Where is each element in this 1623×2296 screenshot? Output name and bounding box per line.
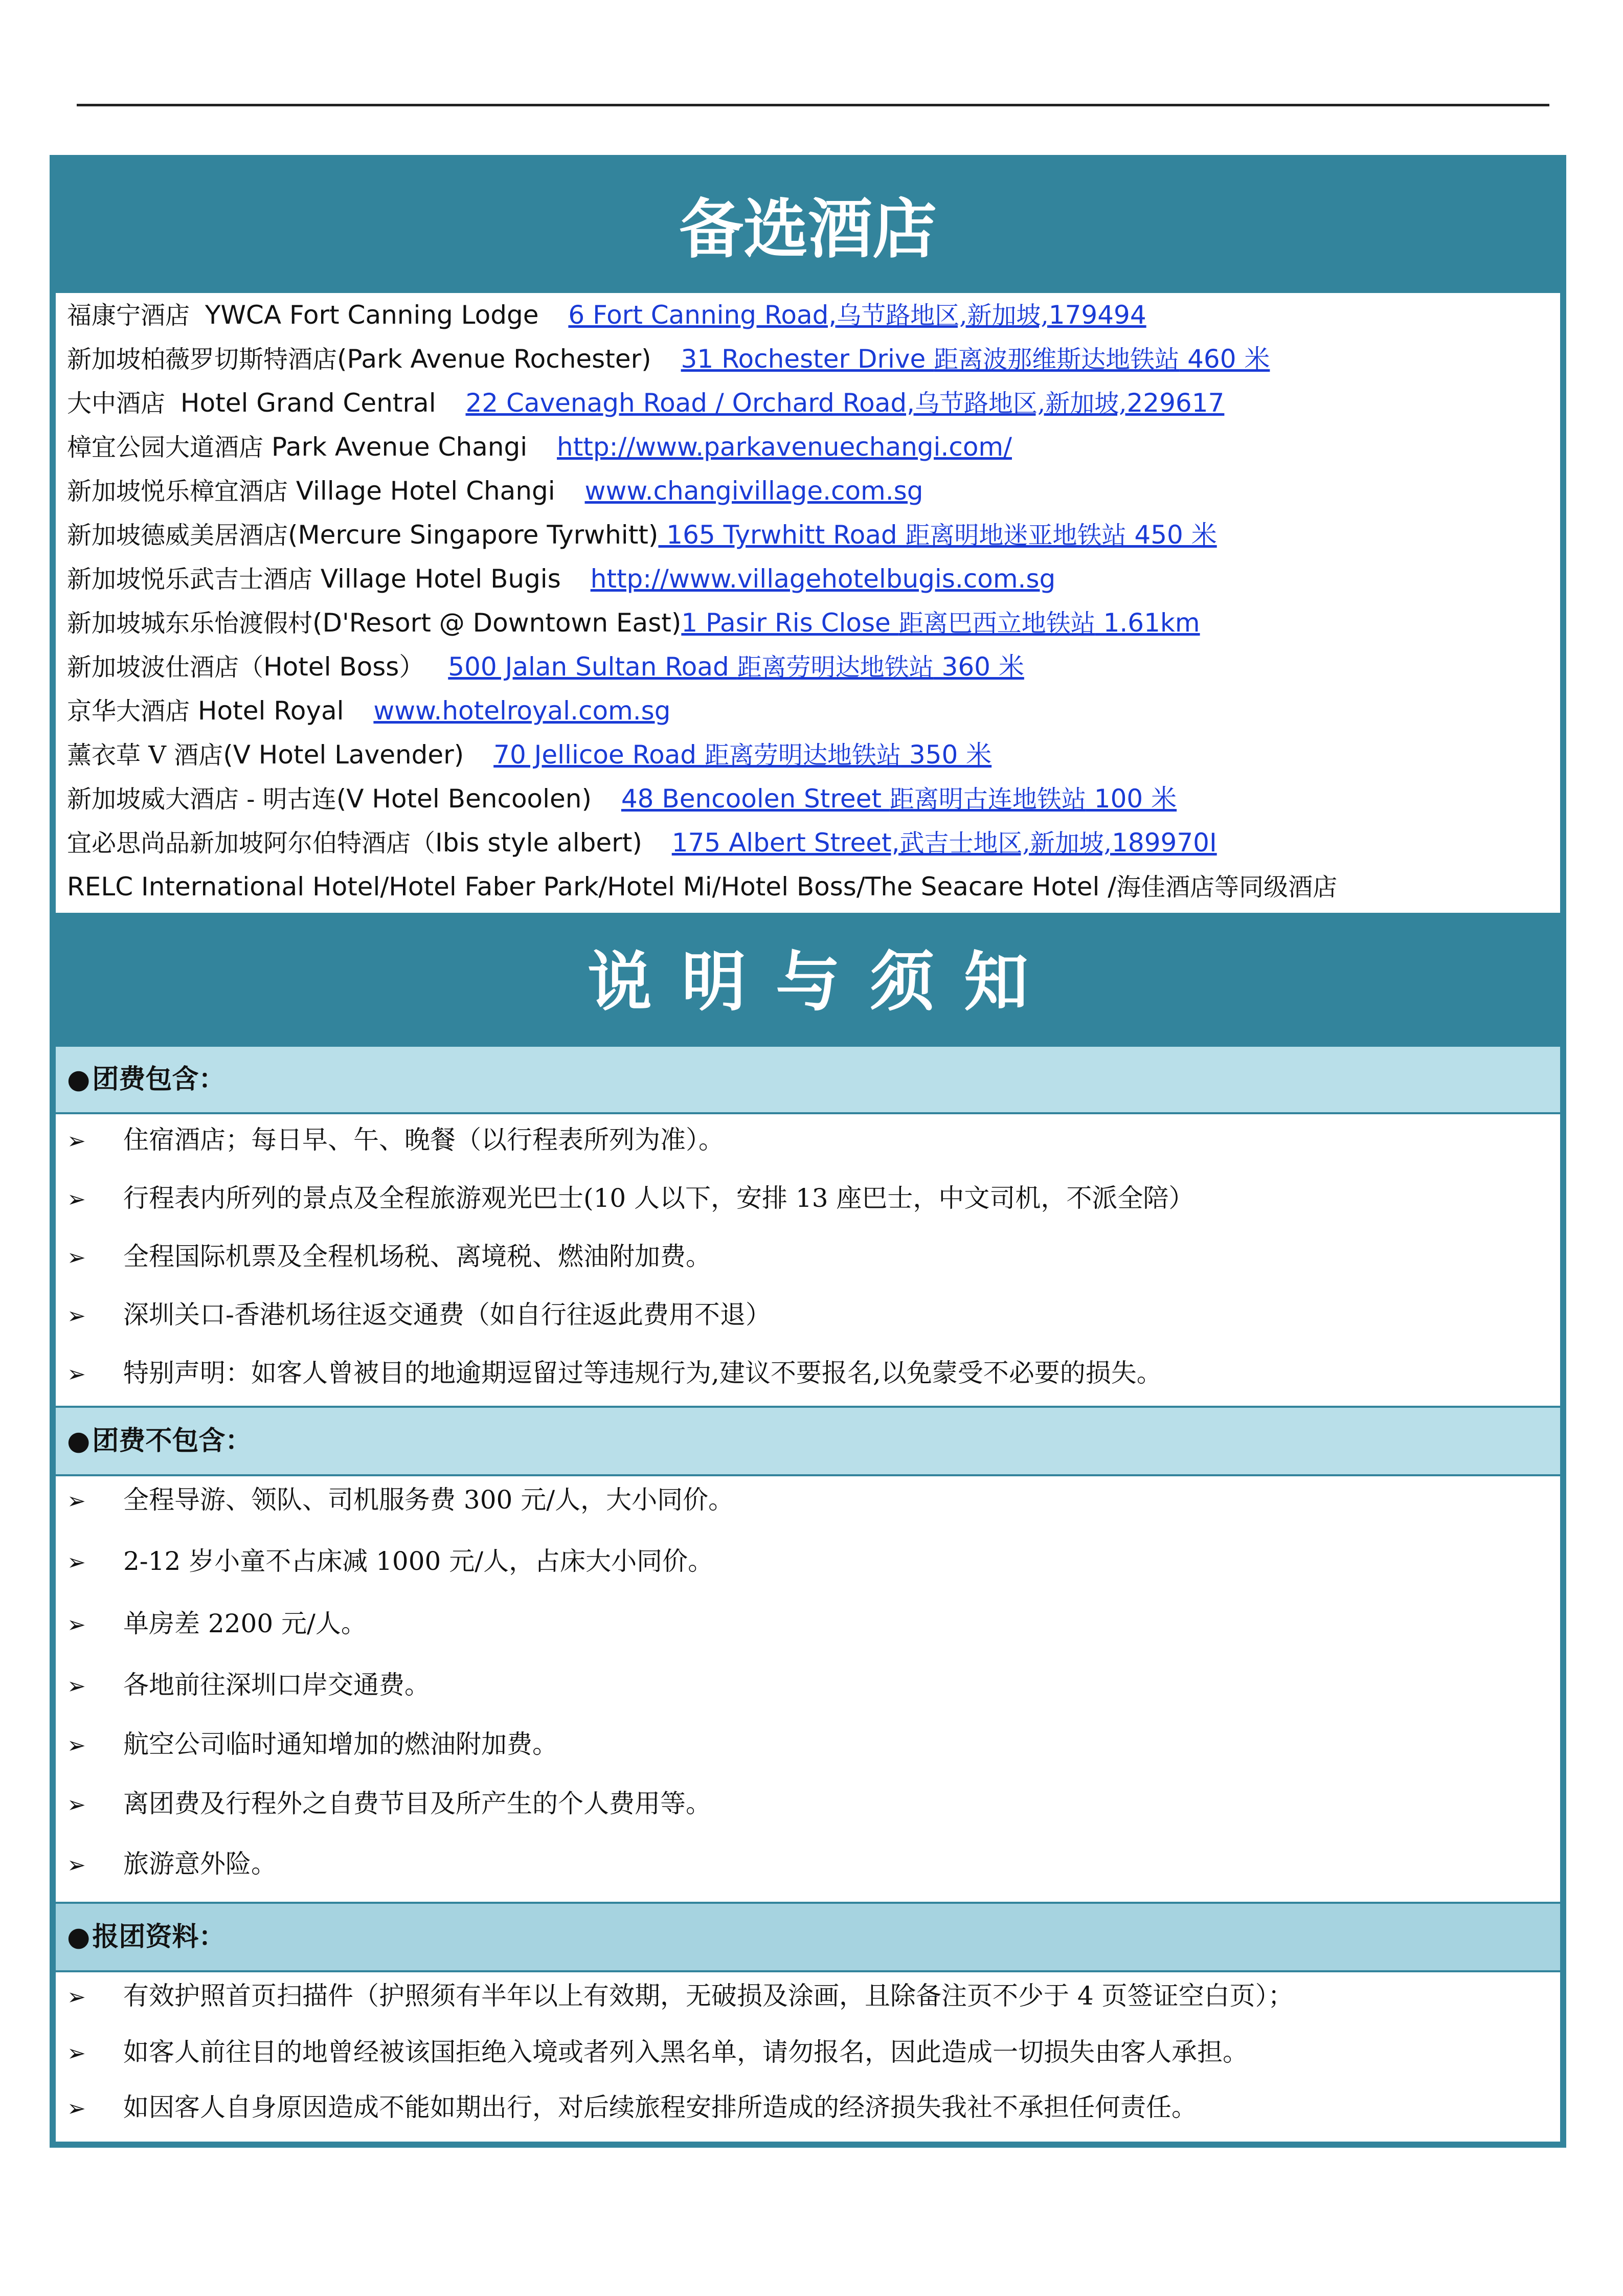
- hotel-link[interactable]: 70 Jellicoe Road 距离劳明达地铁站 350 米: [493, 740, 992, 770]
- arrow-bullet-icon: ➢: [67, 1245, 86, 1271]
- arrow-bullet-icon: ➢: [67, 1488, 86, 1514]
- hotel-name-en: (Park Avenue Rochester): [337, 344, 651, 374]
- hotel-name-cn: 宜必思尚品新加坡阿尔伯特酒店（: [67, 829, 436, 858]
- list-item: ➢ 深圳关口-香港机场往返交通费（如自行往返此费用不退）: [67, 1294, 771, 1335]
- hotel-row: [67, 513, 1217, 557]
- dot-icon: ●: [67, 1426, 91, 1456]
- arrow-bullet-icon: ➢: [67, 1549, 86, 1575]
- hotel-link[interactable]: http://www.parkavenuechangi.com/: [557, 432, 1012, 462]
- hotel-link[interactable]: 1 Pasir Ris Close 距离巴西立地铁站 1.61km: [681, 608, 1200, 638]
- hotel-link[interactable]: http://www.villagehotelbugis.com.sg: [590, 564, 1056, 594]
- hotel-name-en: YWCA Fort Canning Lodge: [205, 300, 539, 330]
- hotel-row: [67, 689, 670, 733]
- hotel-name-en: Park Avenue Changi: [271, 432, 528, 462]
- itinerary-frame: [50, 155, 1566, 2148]
- list-item: ➢ 有效护照首页扫描件（护照须有半年以上有效期，无破损及涂画，且除备注页不少于 4 页签证空白页）；: [67, 1975, 1294, 2016]
- hotel-name-cn: 樟宜公园大道酒店: [67, 433, 264, 462]
- hotel-link[interactable]: 22 Cavenagh Road / Orchard Road,乌节路地区,新加坡,229617: [465, 388, 1225, 418]
- hotel-name-cn: 新加坡威大酒店 - 明古连: [67, 785, 336, 814]
- hotel-name-en: Ibis style albert): [435, 828, 642, 858]
- notes-title: 说明与须知: [588, 944, 1058, 1020]
- hotel-row: [67, 733, 991, 777]
- hotel-name-cn: 新加坡柏薇罗切斯特酒店: [67, 345, 337, 374]
- arrow-bullet-icon: ➢: [67, 1361, 86, 1387]
- list-item: ➢ 全程国际机票及全程机场税、离境税、燃油附加费。: [67, 1236, 711, 1277]
- dot-icon: ●: [67, 1922, 91, 1952]
- list-item: ➢ 单房差 2200 元/人。: [67, 1603, 367, 1644]
- arrow-bullet-icon: ➢: [67, 1128, 86, 1154]
- hotel-link[interactable]: www.changivillage.com.sg: [584, 476, 923, 506]
- arrow-bullet-icon: ➢: [67, 1732, 86, 1759]
- hotel-name-en: (V Hotel Lavender): [223, 740, 464, 770]
- hotel-link[interactable]: www.hotelroyal.com.sg: [373, 696, 671, 726]
- hotel-footer-note: [67, 865, 1337, 909]
- arrow-bullet-icon: ➢: [67, 1984, 86, 2010]
- arrow-bullet-icon: ➢: [67, 1792, 86, 1818]
- hotel-row: [67, 601, 1200, 645]
- hotel-name-en: Hotel Boss）: [263, 652, 425, 682]
- hotel-name-en: (D'Resort @ Downtown East): [312, 608, 682, 638]
- header-rule: [77, 104, 1549, 106]
- arrow-bullet-icon: ➢: [67, 2096, 86, 2122]
- hotel-link[interactable]: 165 Tyrwhitt Road 距离明地迷亚地铁站 450 米: [658, 520, 1217, 550]
- list-item: ➢ 全程导游、领队、司机服务费 300 元/人，大小同价。: [67, 1479, 734, 1520]
- arrow-bullet-icon: ➢: [67, 1852, 86, 1878]
- list-item: ➢ 住宿酒店；每日早、午、晚餐（以行程表所列为准）。: [67, 1119, 724, 1160]
- arrow-bullet-icon: ➢: [67, 1303, 86, 1329]
- hotel-name-cn: 新加坡波仕酒店（: [67, 653, 264, 682]
- hotel-link[interactable]: 48 Bencoolen Street 距离明古连地铁站 100 米: [621, 784, 1177, 814]
- hotel-link[interactable]: 500 Jalan Sultan Road 距离劳明达地铁站 360 米: [448, 652, 1024, 682]
- arrow-bullet-icon: ➢: [67, 2040, 86, 2066]
- notes-panel: [56, 1045, 1560, 2142]
- arrow-bullet-icon: ➢: [67, 1612, 86, 1638]
- hotel-name-cn: 新加坡悦乐樟宜酒店: [67, 477, 288, 506]
- excluded-heading: ●团费不包含：: [56, 1406, 1560, 1476]
- hotel-row: [67, 293, 1146, 337]
- hotel-name-cn: 大中酒店: [67, 389, 166, 418]
- list-item: ➢ 特别声明：如客人曾被目的地逾期逗留过等违规行为,建议不要报名,以免蒙受不必要的损失。: [67, 1353, 1162, 1393]
- hotel-name-cn: 京华大酒店: [67, 697, 190, 726]
- included-heading: ●团费包含：: [56, 1045, 1560, 1114]
- hotel-row: [67, 425, 1012, 469]
- hotel-name-cn: 新加坡德威美居酒店: [67, 521, 288, 550]
- hotel-row: [67, 777, 1177, 821]
- hotel-row: [67, 381, 1224, 425]
- list-item: ➢ 如因客人自身原因造成不能如期出行，对后续旅程安排所造成的经济损失我社不承担任何责任。: [67, 2087, 1197, 2128]
- hotels-title: 备选酒店: [679, 191, 937, 267]
- hotel-name-en: Village Hotel Bugis: [320, 564, 561, 594]
- list-item: ➢ 如客人前往目的地曾经被该国拒绝入境或者列入黑名单，请勿报名，因此造成一切损失由客人承担。: [67, 2032, 1248, 2073]
- hotel-footer-en: RELC International Hotel/Hotel Faber Park/Hotel Mi/Hotel Boss/The Seacare Hotel /: [67, 872, 1117, 902]
- hotel-name-cn: 薰衣草 V 酒店: [67, 741, 223, 770]
- dot-icon: ●: [67, 1064, 91, 1095]
- list-item: ➢ 2-12 岁小童不占床减 1000 元/人，占床大小同价。: [67, 1541, 713, 1582]
- hotel-name-cn: 福康宁酒店: [67, 301, 190, 330]
- hotel-row: [67, 645, 1024, 689]
- hotel-name-en: (V Hotel Bencoolen): [336, 784, 592, 814]
- hotel-name-en: Village Hotel Changi: [296, 476, 555, 506]
- hotel-row: [67, 337, 1270, 381]
- hotel-name-en: Hotel Royal: [197, 696, 344, 726]
- list-item: ➢ 各地前往深圳口岸交通费。: [67, 1664, 430, 1705]
- documents-heading: ●报团资料：: [56, 1902, 1560, 1972]
- hotel-name-cn: 新加坡城东乐怡渡假村: [67, 609, 313, 638]
- hotel-row: [67, 821, 1217, 865]
- list-item: ➢ 离团费及行程外之自费节目及所产生的个人费用等。: [67, 1783, 711, 1824]
- hotel-footer-cn: 海佳酒店等同级酒店: [1116, 873, 1338, 902]
- hotel-name-en: (Mercure Singapore Tyrwhitt): [288, 520, 659, 550]
- arrow-bullet-icon: ➢: [67, 1673, 86, 1699]
- hotel-row: [67, 469, 923, 513]
- list-item: ➢ 行程表内所列的景点及全程旅游观光巴士(10 人以下，安排 13 座巴士，中文司机，不派全陪）: [67, 1178, 1194, 1219]
- list-item: ➢ 旅游意外险。: [67, 1843, 277, 1884]
- arrow-bullet-icon: ➢: [67, 1186, 86, 1212]
- hotel-link[interactable]: 6 Fort Canning Road,乌节路地区,新加坡,179494: [568, 300, 1146, 330]
- hotel-name-en: Hotel Grand Central: [180, 388, 436, 418]
- hotel-list: [56, 293, 1560, 913]
- list-item: ➢ 航空公司临时通知增加的燃油附加费。: [67, 1724, 558, 1765]
- hotel-row: [67, 557, 1055, 601]
- hotel-link[interactable]: 175 Albert Street,武吉士地区,新加坡,189970I: [671, 828, 1217, 858]
- hotel-link[interactable]: 31 Rochester Drive 距离波那维斯达地铁站 460 米: [681, 344, 1270, 374]
- hotel-name-cn: 新加坡悦乐武吉士酒店: [67, 565, 313, 594]
